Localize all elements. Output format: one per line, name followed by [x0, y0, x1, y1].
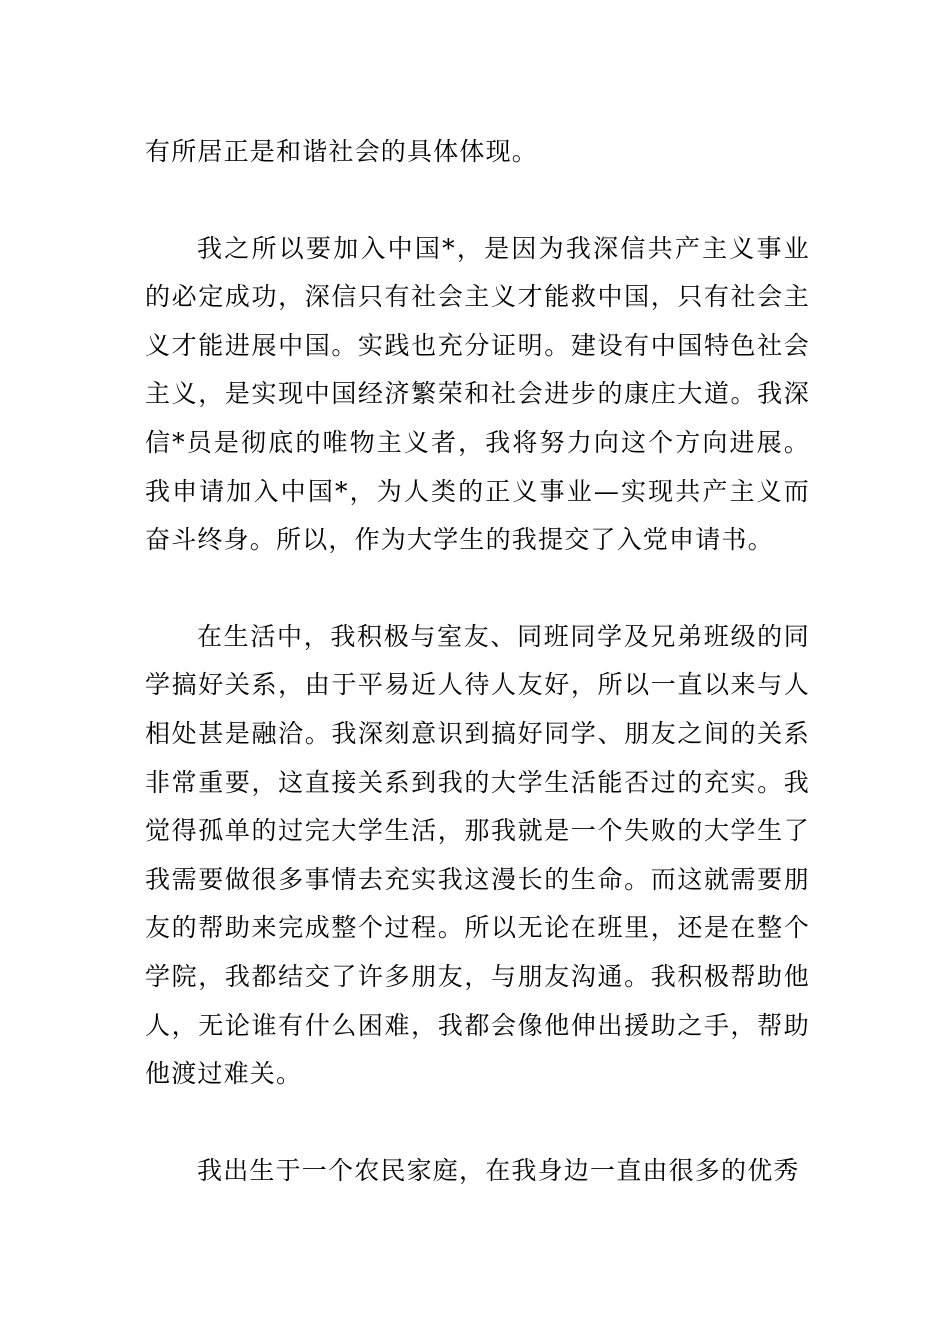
paragraph-gap [145, 565, 810, 613]
paragraph-gap [145, 177, 810, 225]
paragraph-life: 在生活中，我积极与室友、同班同学及兄弟班级的同学搞好关系，由于平易近人待人友好，所以一直以来与人相处甚是融洽。我深刻意识到搞好同学、朋友之间的关系非常重要，这直接关系到我的大学生活能否过的充实。我觉得孤单的过完大学生活，那我就是一个失败的大学生了我需要做很多事情去充实我这漫长的生命。而这就需要朋友的帮助来完成整个过程。所以无论在班里，还是在整个学院，我都结交了许多朋友，与朋友沟通。我积极帮助他人，无论谁有什么困难，我都会像他伸出援助之手，帮助他渡过难关。 [145, 621, 810, 1089]
paragraph-party-reason: 我之所以要加入中国*，是因为我深信共产主义事业的必定成功，深信只有社会主义才能救中国，只有社会主义才能进展中国。实践也充分证明。建设有中国特色社会主义，是实现中国经济繁荣和社会进步的康庄大道。我深信*员是彻底的唯物主义者，我将努力向这个方向进展。我申请加入中国*，为人类的正义事业—实现共产主义而奋斗终身。所以，作为大学生的我提交了入党申请书。 [145, 233, 810, 555]
paragraph-gap [145, 1099, 810, 1147]
document-body [145, 128, 810, 1195]
paragraph-background: 我出生于一个农民家庭，在我身边一直由很多的优秀 [197, 1155, 800, 1185]
paragraph-continuation: 有所居正是和谐社会的具体体现。 [145, 137, 539, 166]
